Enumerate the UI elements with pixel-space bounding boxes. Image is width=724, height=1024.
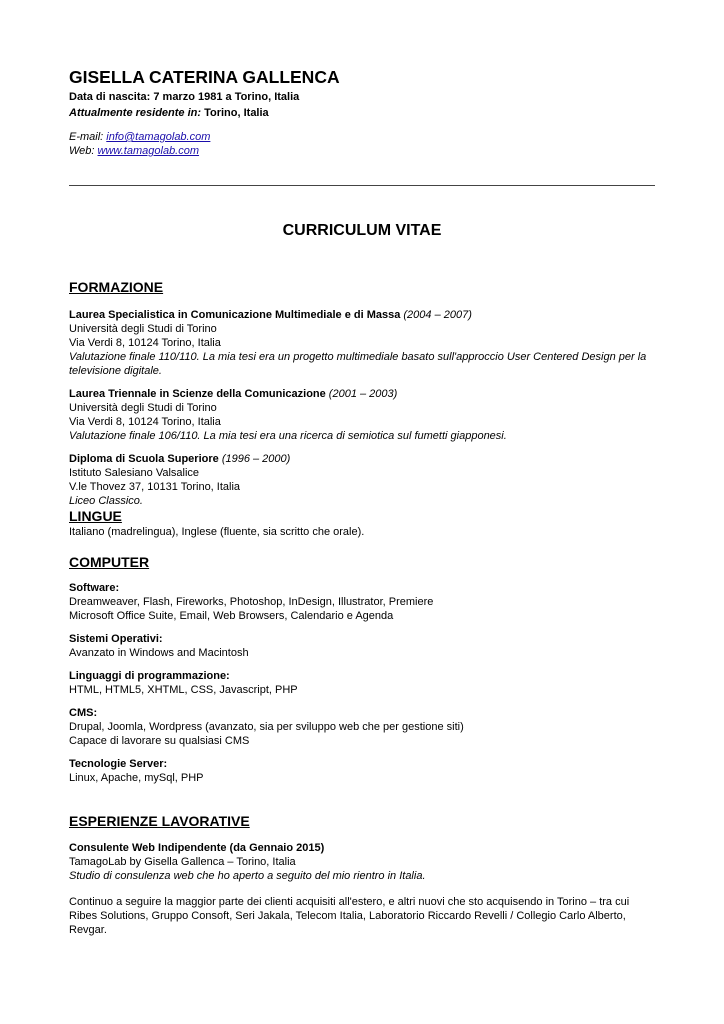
skill-line: HTML, HTML5, XHTML, CSS, Javascript, PHP — [69, 684, 298, 696]
degree-years: (2004 – 2007) — [400, 309, 472, 321]
email-link[interactable]: info@tamagolab.com — [106, 131, 211, 143]
section-heading-formazione: FORMAZIONE — [69, 279, 164, 295]
job-item — [69, 841, 655, 937]
address: Via Verdi 8, 10124 Torino, Italia — [69, 337, 221, 349]
grade-note: Liceo Classico. — [69, 495, 143, 507]
divider — [69, 185, 655, 186]
education-item — [69, 387, 655, 443]
skill-line: Linux, Apache, mySql, PHP — [69, 772, 204, 784]
languages-text: Italiano (madrelingua), Inglese (fluente, sia scritto che orale). — [69, 526, 365, 538]
education-item — [69, 308, 655, 378]
skill-line: Avanzato in Windows and Macintosh — [69, 647, 249, 659]
email-line — [69, 130, 655, 144]
grade-note: Valutazione finale 106/110. La mia tesi era una ricerca di semiotica sul fumetti giapponesi. — [69, 430, 507, 442]
degree-years: (1996 – 2000) — [218, 453, 291, 465]
degree: Laurea Triennale in Scienze della Comunicazione — [69, 388, 326, 400]
residence-value: Torino, Italia — [201, 107, 269, 119]
section-computer — [69, 553, 655, 785]
skill-label: Linguaggi di programmazione: — [69, 670, 230, 682]
job-title: Consulente Web Indipendente (da Gennaio 2015) — [69, 842, 325, 854]
residence-label: Attualmente residente in: — [69, 107, 202, 119]
skill-group — [69, 581, 655, 623]
skill-label: Software: — [69, 582, 120, 594]
skill-label: Sistemi Operativi: — [69, 633, 163, 645]
skill-line: Dreamweaver, Flash, Fireworks, Photoshop, InDesign, Illustrator, Premiere — [69, 596, 434, 608]
skill-line: Microsoft Office Suite, Email, Web Browsers, Calendario e Agenda — [69, 610, 394, 622]
section-heading-lingue: LINGUE — [69, 508, 122, 524]
web-line — [69, 144, 655, 158]
skill-group — [69, 632, 655, 660]
grade-note: Valutazione finale 110/110. La mia tesi era un progetto multimediale basato sull'approccio User Centered Design per la televisione digitale. — [69, 351, 647, 377]
job-description: Studio di consulenza web che ho aperto a seguito del mio rientro in Italia. — [69, 870, 426, 882]
skill-label: CMS: — [69, 707, 98, 719]
section-heading-computer: COMPUTER — [69, 554, 150, 570]
skill-label: Tecnologie Server: — [69, 758, 168, 770]
skill-group — [69, 757, 655, 785]
document-title: CURRICULUM VITAE — [282, 222, 442, 239]
institution: Università degli Studi di Torino — [69, 402, 217, 414]
section-formazione — [69, 278, 655, 508]
job-details: Continuo a seguire la maggior parte dei clienti acquisiti all'estero, e altri nuovi che sto acquisendo in Torino – tra cui Ribes Solutions, Gruppo Consoft, Seri Jakala, Telecom Italia, Laboratorio Riccardo Revelli / Collegio Carlo Alberto, Revgar. — [69, 896, 630, 936]
section-heading-esperienze: ESPERIENZE LAVORATIVE — [69, 813, 250, 829]
person-name: GISELLA CATERINA GALLENCA — [69, 67, 340, 87]
institution: Istituto Salesiano Valsalice — [69, 467, 200, 479]
degree-years: (2001 – 2003) — [325, 388, 398, 400]
degree: Diploma di Scuola Superiore — [69, 453, 219, 465]
web-link[interactable]: www.tamagolab.com — [97, 145, 200, 157]
institution: Università degli Studi di Torino — [69, 323, 217, 335]
degree: Laurea Specialistica in Comunicazione Multimediale e di Massa — [69, 309, 401, 321]
skill-group — [69, 706, 655, 748]
skill-line: Capace di lavorare su qualsiasi CMS — [69, 735, 250, 747]
skill-group — [69, 669, 655, 697]
address: Via Verdi 8, 10124 Torino, Italia — [69, 416, 221, 428]
header — [69, 66, 655, 158]
section-esperienze — [69, 812, 655, 937]
address: V.le Thovez 37, 10131 Torino, Italia — [69, 481, 241, 493]
education-item — [69, 452, 655, 508]
birth-info: Data di nascita: 7 marzo 1981 a Torino, Italia — [69, 91, 300, 103]
web-label: Web: — [69, 145, 98, 157]
job-company: TamagoLab by Gisella Gallenca – Torino, Italia — [69, 856, 296, 868]
residence — [69, 106, 655, 120]
section-lingue — [69, 507, 655, 539]
skill-line: Drupal, Joomla, Wordpress (avanzato, sia per sviluppo web che per gestione siti) — [69, 721, 464, 733]
email-label: E-mail: — [69, 131, 107, 143]
